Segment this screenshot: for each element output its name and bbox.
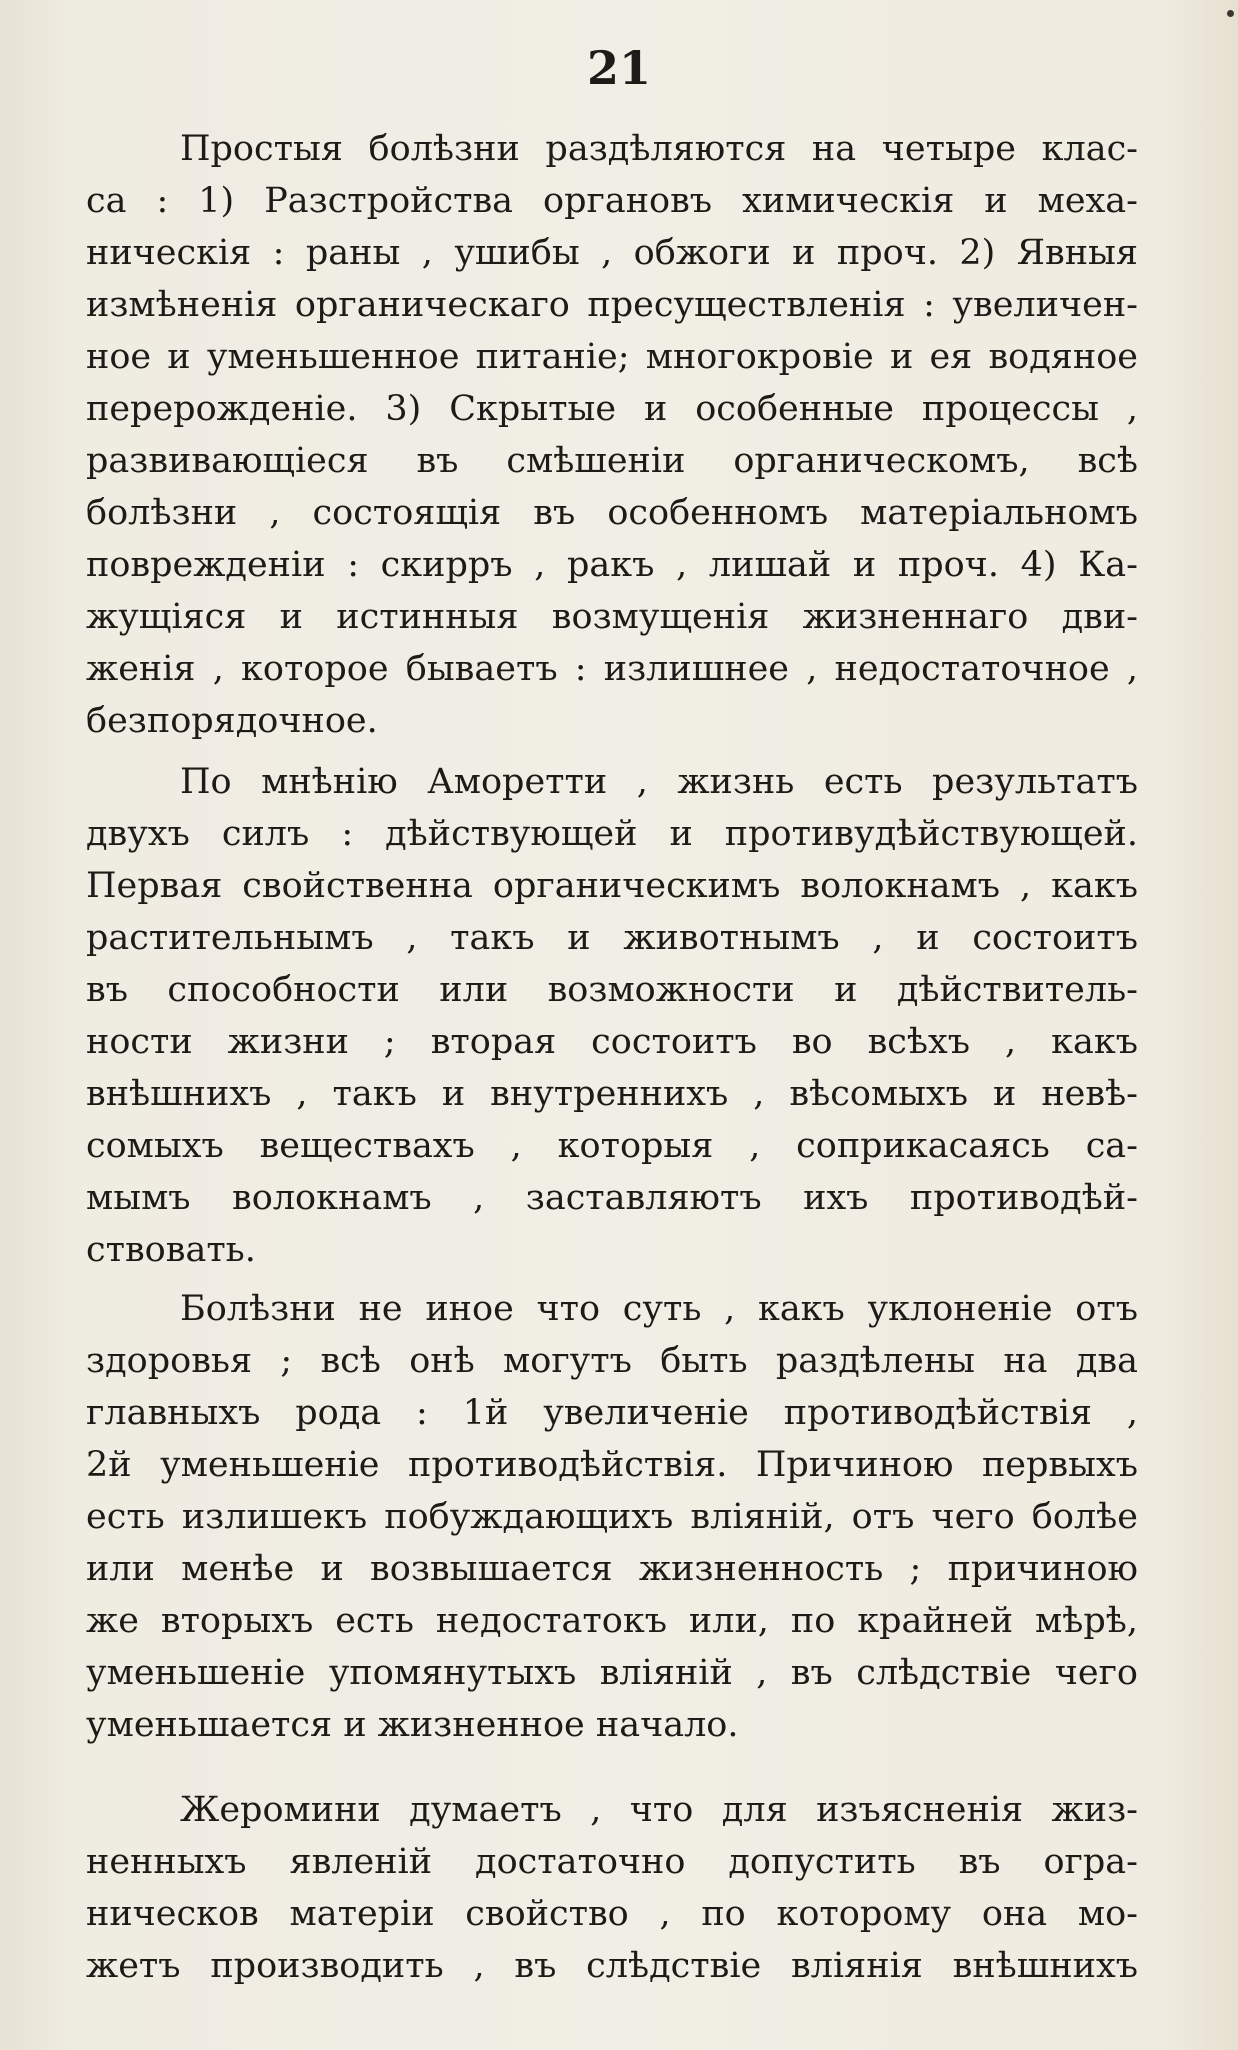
text-line: ническов матеріи свойство , по которому она мо- <box>86 1894 1138 1934</box>
paragraph-3 <box>86 1283 1138 1751</box>
text-line: перерожденіе. 3) Скрытые и особенные процессы , <box>86 389 1138 429</box>
text-line: са : 1) Разстройства органовъ химическія и меха- <box>86 181 1138 221</box>
text-line: въ способности или возможности и дѣйствитель- <box>86 970 1138 1010</box>
page-number: 21 <box>586 41 651 95</box>
paragraph-2 <box>86 756 1138 1276</box>
ink-spot <box>1227 10 1234 17</box>
text-line: 2й уменьшеніе противодѣйствія. Причиною первыхъ <box>86 1445 1138 1485</box>
text-line: сомыхъ веществахъ , которыя , соприкасаясь са- <box>86 1126 1138 1166</box>
text-line: уменьшается и жизненное начало. <box>86 1705 739 1745</box>
text-line: Первая свойственна органическимъ волокнамъ , какъ <box>86 866 1138 906</box>
text-line: болѣзни , состоящія въ особенномъ матеріальномъ <box>86 493 1138 533</box>
text-line: здоровья ; всѣ онѣ могутъ быть раздѣлены на два <box>86 1341 1138 1381</box>
text-line: жетъ производить , въ слѣдствіе вліянія внѣшнихъ <box>86 1946 1138 1986</box>
text-line: женія , которое бываетъ : излишнее , недостаточное , <box>86 649 1138 689</box>
text-line: ное и уменьшенное питаніе; многокровіе и ея водяное <box>86 337 1138 377</box>
text-line: мымъ волокнамъ , заставляютъ ихъ противодѣй- <box>86 1178 1138 1218</box>
text-line: же вторыхъ есть недостатокъ или, по крайней мѣрѣ, <box>86 1601 1138 1641</box>
text-line: Жеромини думаетъ , что для изъясненія жиз- <box>180 1790 1138 1830</box>
text-line: или менѣе и возвышается жизненность ; причиною <box>86 1549 1138 1589</box>
text-line: ненныхъ явленій достаточно допустить въ огра- <box>86 1842 1138 1882</box>
text-line: Простыя болѣзни раздѣляются на четыре клас- <box>180 129 1138 169</box>
text-line: двухъ силъ : дѣйствующей и противудѣйствующей. <box>86 814 1138 854</box>
text-line: поврежденіи : скирръ , ракъ , лишай и проч. 4) Ка- <box>86 545 1138 585</box>
text-line: Болѣзни не иное что суть , какъ уклоненіе отъ <box>180 1289 1138 1329</box>
text-line: растительнымъ , такъ и животнымъ , и состоитъ <box>86 918 1138 958</box>
text-line: есть излишекъ побуждающихъ вліяній, отъ чего болѣе <box>86 1497 1138 1537</box>
text-line: жущіяся и истинныя возмущенія жизненнаго дви- <box>86 597 1138 637</box>
text-line: ности жизни ; вторая состоитъ во всѣхъ , какъ <box>86 1022 1138 1062</box>
text-line: ническія : раны , ушибы , обжоги и проч. 2) Явныя <box>86 233 1138 273</box>
text-line: измѣненія органическаго пресуществленія : увеличен- <box>86 285 1138 325</box>
text-line: безпорядочное. <box>86 701 378 741</box>
text-line: уменьшеніе упомянутыхъ вліяній , въ слѣдствіе чего <box>86 1653 1138 1693</box>
text-line: главныхъ рода : 1й увеличеніе противодѣйствія , <box>86 1393 1138 1433</box>
text-line: По мнѣнію Аморетти , жизнь есть результатъ <box>180 762 1138 802</box>
paragraph-1 <box>86 123 1138 747</box>
text-line: ствовать. <box>86 1230 256 1270</box>
text-line: внѣшнихъ , такъ и внутреннихъ , вѣсомыхъ и невѣ- <box>86 1074 1138 1114</box>
paragraph-4 <box>86 1784 1138 1992</box>
text-line: развивающіеся въ смѣшеніи органическомъ, всѣ <box>86 441 1138 481</box>
